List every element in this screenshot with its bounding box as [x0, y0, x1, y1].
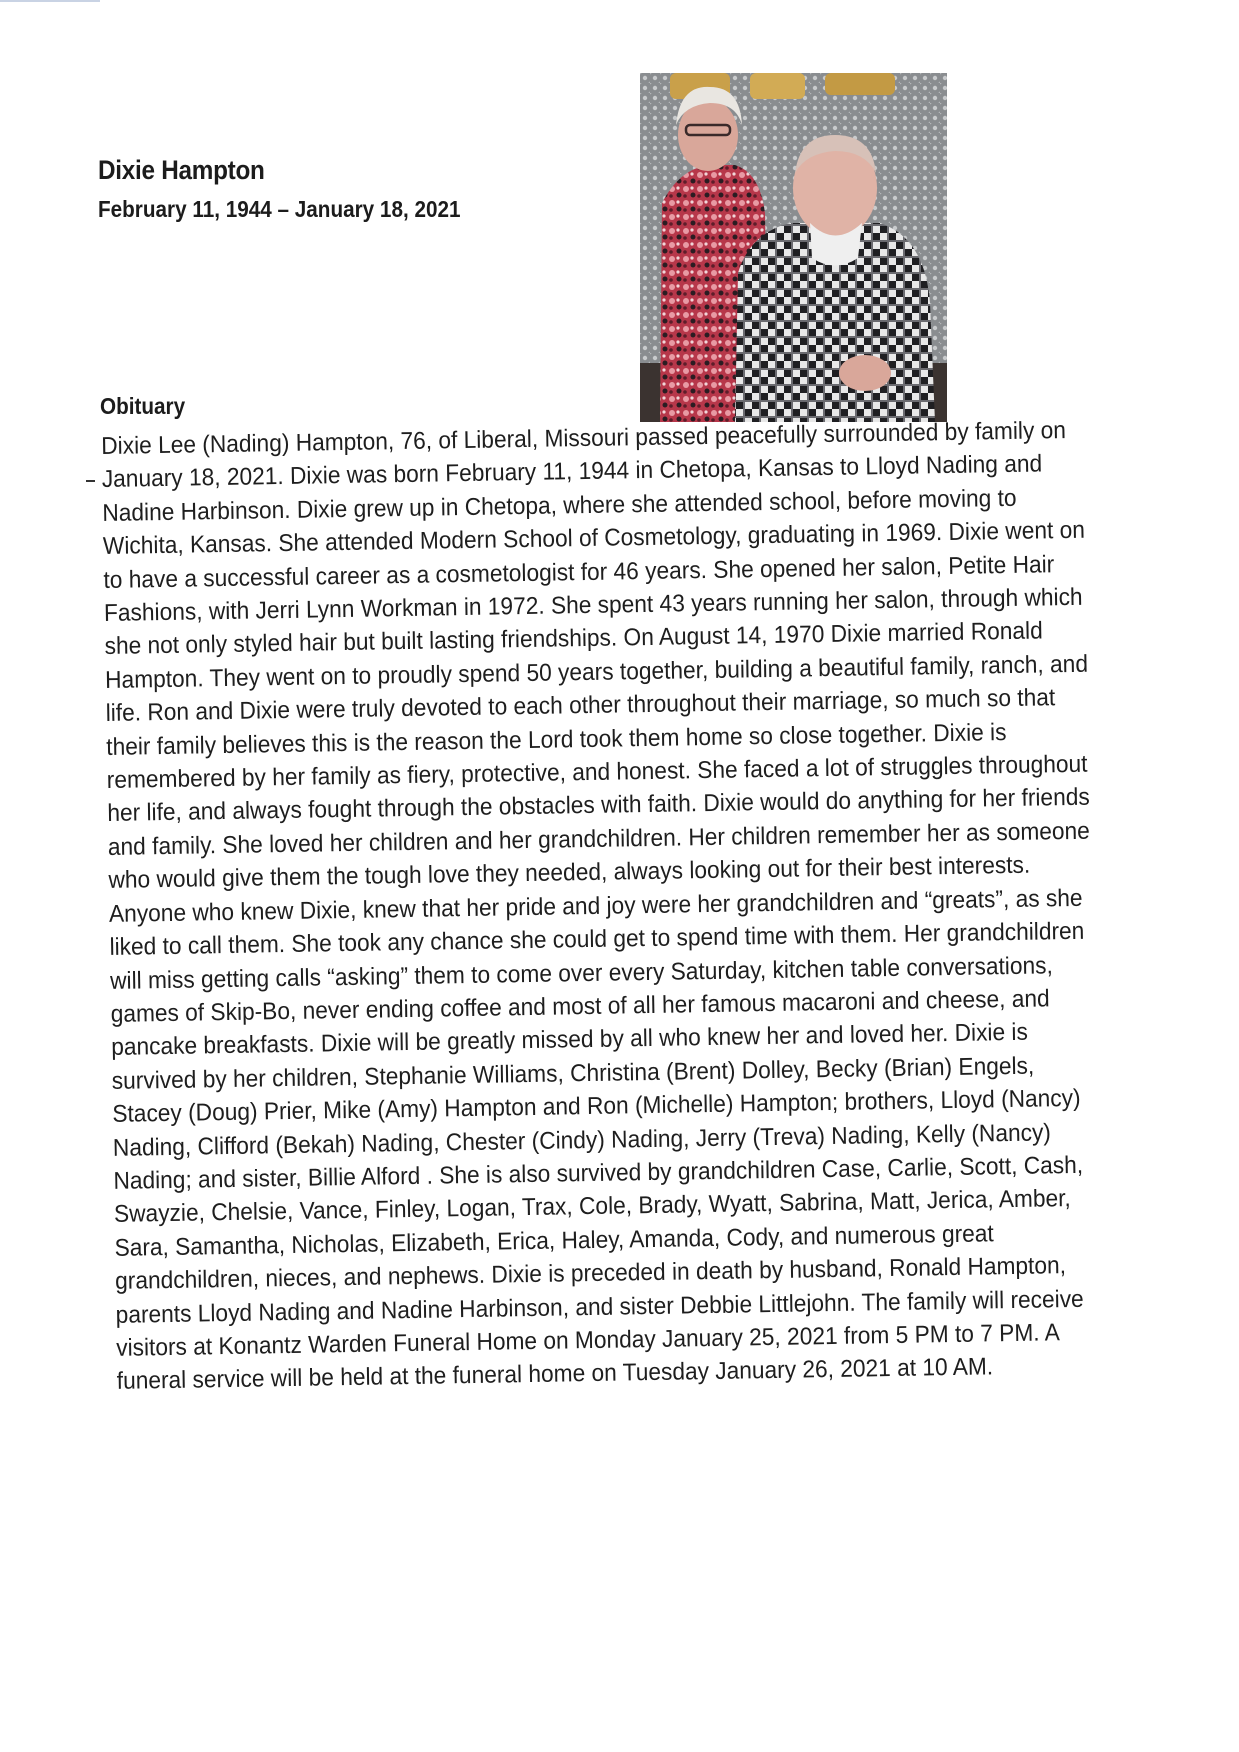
obituary-body [101, 413, 1116, 1398]
body-line: visitors at Konantz Warden Funeral Home on Monday January 25, 2021 from 5 PM to 7 PM. A [116, 1319, 1060, 1362]
life-dates: February 11, 1944 – January 18, 2021 [98, 196, 461, 222]
margin-mark [86, 480, 95, 482]
body-line: Anyone who knew Dixie, knew that her pride and joy were her grandchildren and “greats”, as she [108, 884, 1083, 928]
deceased-name: Dixie Hampton [98, 155, 265, 185]
body-line: Dixie Lee (Nading) Hampton, 76, of Liberal, Missouri passed peacefully surrounded by family on [101, 417, 1067, 460]
body-line: will miss getting calls “asking” them to come over every Saturday, kitchen table conversations, [109, 951, 1053, 995]
body-line: Swayzie, Chelsie, Vance, Finley, Logan, Trax, Cole, Brady, Wyatt, Sabrina, Matt, Jerica, Amber, [113, 1185, 1071, 1229]
body-line: to have a successful career as a cosmetologist for 46 years. She opened her salon, Petite Hair [103, 550, 1055, 594]
body-line: Nadine Harbinson. Dixie grew up in Chetopa, where she attended school, before moving to [102, 484, 1017, 527]
body-line: their family believes this is the reason the Lord took them home so close together. Dixie is [106, 718, 1007, 761]
body-line: survived by her children, Stephanie Williams, Christina (Brent) Dolley, Becky (Brian) Engels, [111, 1052, 1035, 1095]
body-line: Nading, Clifford (Bekah) Nading, Chester (Cindy) Nading, Jerry (Treva) Nading, Kelly (Nancy) [112, 1118, 1052, 1162]
body-line: and family. She loved her children and her grandchildren. Her children remember her as someone [107, 817, 1091, 861]
body-line: Sara, Samantha, Nicholas, Elizabeth, Erica, Haley, Amanda, Cody, and numerous great [114, 1220, 994, 1262]
body-line: her life, and always fought through the obstacles with faith. Dixie would do anything for her friends [107, 784, 1090, 828]
body-line: games of Skip-Bo, never ending coffee and most of all her famous macaroni and cheese, and [110, 985, 1050, 1028]
body-line: parents Lloyd Nading and Nadine Harbinson, and sister Debbie Littlejohn. The family will receive [115, 1285, 1084, 1329]
body-line: Nading; and sister, Billie Alford . She is also survived by grandchildren Case, Carlie, Scott, Cash, [113, 1151, 1084, 1195]
body-line: remembered by her family as fiery, protective, and honest. She faced a lot of struggles throughout [106, 750, 1088, 795]
body-line: Wichita, Kansas. She attended Modern School of Cosmetology, graduating in 1969. Dixie went on [102, 516, 1086, 561]
body-line: Stacey (Doug) Prier, Mike (Amy) Hampton and Ron (Michelle) Hampton; brothers, Lloyd (Nancy) [112, 1084, 1081, 1129]
obituary-heading: Obituary [100, 393, 186, 419]
body-line: grandchildren, nieces, and nephews. Dixie is preceded in death by husband, Ronald Hampton, [114, 1252, 1067, 1296]
scan-artifact [0, 0, 100, 2]
body-line: she not only styled hair but built lasting friendships. On August 14, 1970 Dixie married Ronald [104, 617, 1043, 661]
body-line: funeral service will be held at the funeral home on Tuesday January 26, 2021 at 10 AM. [116, 1353, 994, 1396]
body-line: Fashions, with Jerri Lynn Workman in 1972. She spent 43 years running her salon, through which [103, 583, 1083, 628]
body-line: liked to call them. She took any chance she could get to spend time with them. Her grandchildren [109, 917, 1085, 962]
couple-photo-icon [640, 73, 947, 422]
body-line: who would give them the tough love they needed, always looking out for their best interests. [108, 851, 1031, 895]
body-line: pancake breakfasts. Dixie will be greatly missed by all who knew her and loved her. Dixie is [111, 1019, 1029, 1062]
body-line: Hampton. They went on to proudly spend 50 years together, building a beautiful family, ranch, and [104, 650, 1089, 694]
body-line: January 18, 2021. Dixie was born February 11, 1944 in Chetopa, Kansas to Lloyd Nading and [101, 450, 1043, 494]
body-line: life. Ron and Dixie were truly devoted to each other throughout their marriage, so much so that [105, 684, 1056, 728]
